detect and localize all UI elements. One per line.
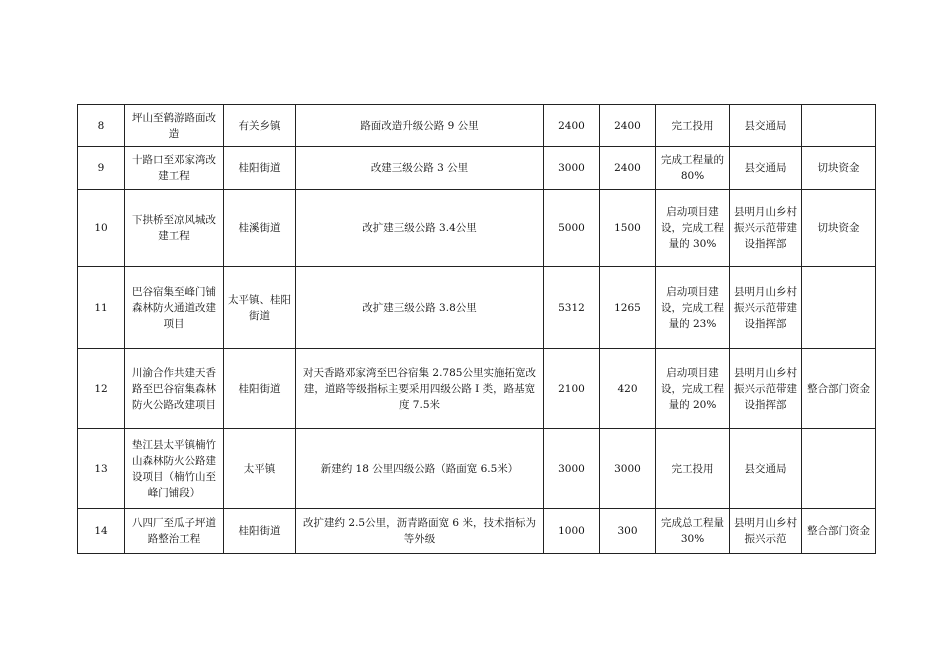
- cell-town: 桂阳街道: [224, 349, 296, 429]
- cell-annual-plan: 3000: [600, 429, 656, 509]
- cell-construction-content: 改扩建约 2.5公里，沥青路面宽 6 米，技术指标为等外级: [296, 509, 544, 554]
- cell-construction-content: 改扩建三级公路 3.4公里: [296, 190, 544, 267]
- cell-annual-plan: 1500: [600, 190, 656, 267]
- cell-annual-plan: 2400: [600, 147, 656, 190]
- cell-total-investment: 2400: [544, 105, 600, 147]
- cell-fund-source: 切块资金: [802, 190, 876, 267]
- cell-town: 有关乡镇: [224, 105, 296, 147]
- table-row: [78, 429, 876, 509]
- cell-row-number: 11: [78, 267, 125, 349]
- cell-total-investment: 1000: [544, 509, 600, 554]
- table-row: [78, 267, 876, 349]
- table-row: [78, 105, 876, 147]
- cell-fund-source: 整合部门资金: [802, 349, 876, 429]
- cell-total-investment: 2100: [544, 349, 600, 429]
- cell-responsible-unit: 县交通局: [730, 429, 802, 509]
- cell-progress-target: 完成工程量的 80%: [656, 147, 730, 190]
- cell-annual-plan: 1265: [600, 267, 656, 349]
- cell-annual-plan: 300: [600, 509, 656, 554]
- cell-row-number: 8: [78, 105, 125, 147]
- cell-project-name: 坪山至鹤游路面改造: [125, 105, 224, 147]
- cell-total-investment: 3000: [544, 147, 600, 190]
- cell-town: 桂溪街道: [224, 190, 296, 267]
- cell-town: 太平镇: [224, 429, 296, 509]
- cell-construction-content: 路面改造升级公路 9 公里: [296, 105, 544, 147]
- project-table: [77, 104, 876, 554]
- cell-responsible-unit: 县明月山乡村振兴示范带建设指挥部: [730, 190, 802, 267]
- cell-fund-source: 整合部门资金: [802, 509, 876, 554]
- cell-construction-content: 改扩建三级公路 3.8公里: [296, 267, 544, 349]
- cell-responsible-unit: 县交通局: [730, 147, 802, 190]
- cell-responsible-unit: 县明月山乡村振兴示范带建设指挥部: [730, 267, 802, 349]
- cell-fund-source: [802, 267, 876, 349]
- cell-row-number: 13: [78, 429, 125, 509]
- cell-annual-plan: 2400: [600, 105, 656, 147]
- cell-project-name: 川渝合作共建天香路至巴谷宿集森林防火公路改建项目: [125, 349, 224, 429]
- cell-progress-target: 完成总工程量 30%: [656, 509, 730, 554]
- cell-row-number: 12: [78, 349, 125, 429]
- cell-responsible-unit: 县明月山乡村振兴示范带建设指挥部: [730, 349, 802, 429]
- cell-row-number: 9: [78, 147, 125, 190]
- cell-progress-target: 启动项目建设，完成工程量的 30%: [656, 190, 730, 267]
- cell-construction-content: 改建三级公路 3 公里: [296, 147, 544, 190]
- table-row: [78, 509, 876, 554]
- table-row: [78, 190, 876, 267]
- cell-fund-source: [802, 429, 876, 509]
- cell-project-name: 巴谷宿集至峰门铺森林防火通道改建项目: [125, 267, 224, 349]
- cell-fund-source: 切块资金: [802, 147, 876, 190]
- cell-project-name: 下拱桥至凉风城改建工程: [125, 190, 224, 267]
- cell-total-investment: 5000: [544, 190, 600, 267]
- table-row: [78, 349, 876, 429]
- cell-total-investment: 3000: [544, 429, 600, 509]
- cell-responsible-unit: 县明月山乡村振兴示范: [730, 509, 802, 554]
- cell-town: 太平镇、桂阳街道: [224, 267, 296, 349]
- table-row: [78, 147, 876, 190]
- cell-construction-content: 对天香路邓家湾至巴谷宿集 2.785公里实施拓宽改建，道路等级指标主要采用四级公路 I 类，路基宽度 7.5米: [296, 349, 544, 429]
- cell-project-name: 垫江县太平镇楠竹山森林防火公路建设项目（楠竹山至峰门铺段）: [125, 429, 224, 509]
- cell-progress-target: 启动项目建设，完成工程量的 20%: [656, 349, 730, 429]
- cell-town: 桂阳街道: [224, 509, 296, 554]
- cell-total-investment: 5312: [544, 267, 600, 349]
- cell-construction-content: 新建约 18 公里四级公路（路面宽 6.5米）: [296, 429, 544, 509]
- cell-row-number: 14: [78, 509, 125, 554]
- cell-progress-target: 完工投用: [656, 105, 730, 147]
- cell-project-name: 十路口至邓家湾改建工程: [125, 147, 224, 190]
- cell-town: 桂阳街道: [224, 147, 296, 190]
- cell-fund-source: [802, 105, 876, 147]
- cell-project-name: 八四厂至瓜子坪道路整治工程: [125, 509, 224, 554]
- cell-progress-target: 启动项目建设，完成工程量的 23%: [656, 267, 730, 349]
- cell-annual-plan: 420: [600, 349, 656, 429]
- cell-progress-target: 完工投用: [656, 429, 730, 509]
- cell-row-number: 10: [78, 190, 125, 267]
- cell-responsible-unit: 县交通局: [730, 105, 802, 147]
